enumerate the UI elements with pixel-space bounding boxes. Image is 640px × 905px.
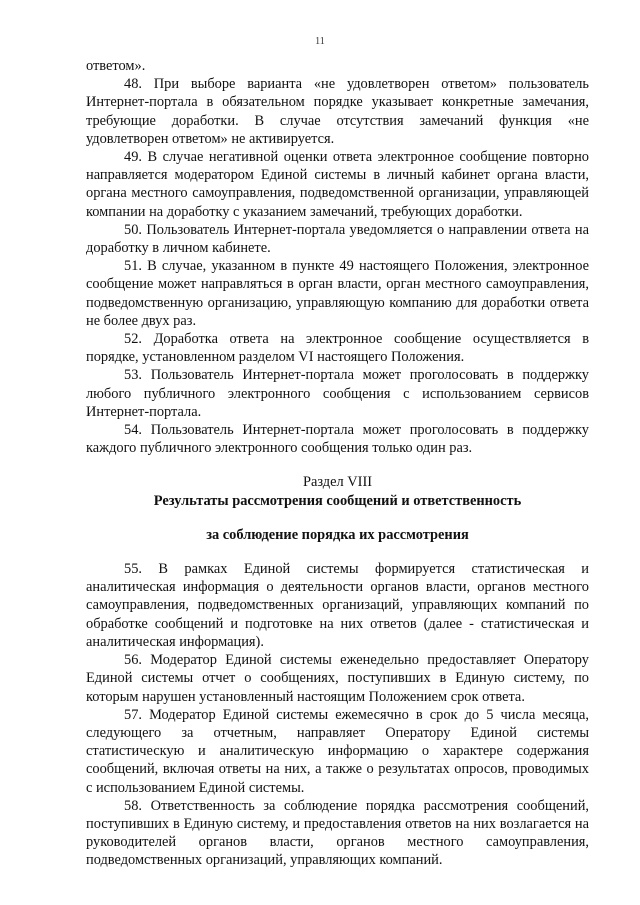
section-heading-line-2: за соблюдение порядка их рассмотрения xyxy=(206,526,469,543)
paragraph-55: 55. В рамках Единой системы формируется статистическая и аналитическая информация о деятельности органов власти, органов местного самоуправления, подведомственных организаций, управляющих компаний по обработке сообщений и подготовке на них ответов (далее - статистическая и аналитическая информация). xyxy=(86,561,589,650)
page-number: 11 xyxy=(315,36,325,47)
document-body xyxy=(86,57,589,870)
paragraph-51: 51. В случае, указанном в пункте 49 настоящего Положения, электронное сообщение может направляться в орган власти, орган местного самоуправления, подведомственную организацию, управляющую компанию для доработки ответа не более двух раз. xyxy=(86,258,589,329)
paragraph-53: 53. Пользователь Интернет-портала может проголосовать в поддержку любого публичного электронного сообщения с использованием сервисов Интернет-портала. xyxy=(86,367,589,420)
paragraph-58: 58. Ответственность за соблюдение порядка рассмотрения сообщений, поступивших в Единую систему, и предоставления ответов на них возлагается на руководителей органов власти, органов местного самоуправления, подведомственных организаций, управляющих компаний. xyxy=(86,797,589,869)
paragraph-57: 57. Модератор Единой системы ежемесячно в срок до 5 числа месяца, следующего за отчетным, направляет Оператору Единой системы статистическую и аналитическую информацию о характере содержания сообщений, включая ответы на них, а также о результатах опросов, проводимых с использованием Единой системы. xyxy=(86,706,589,796)
section-label: Раздел VIII xyxy=(302,474,373,491)
paragraph-50: 50. Пользователь Интернет-портала уведомляется о направлении ответа на доработку в личном кабинете. xyxy=(86,221,589,257)
section-heading-line-1: Результаты рассмотрения сообщений и ответственность xyxy=(153,492,522,509)
lead-line: ответом». xyxy=(86,58,146,74)
paragraph-48: 48. При выборе варианта «не удовлетворен ответом» пользователь Интернет-портала в обязательном порядке указывает конкретные замечания, требующие доработки. В случае отсутствия замечаний функция «не удовлетворен ответом» не активируется. xyxy=(86,76,589,147)
paragraph-52: 52. Доработка ответа на электронное сообщение осуществляется в порядке, установленном разделом VI настоящего Положения. xyxy=(86,331,589,366)
paragraph-49: 49. В случае негативной оценки ответа электронное сообщение повторно направляется модератором Единой системы в личный кабинет органа власти, органа местного самоуправления, подведомственной организации, управляющей компании на доработку с указанием замечаний, требующих доработки. xyxy=(86,149,589,220)
paragraph-54: 54. Пользователь Интернет-портала может проголосовать в поддержку каждого публичного электронного сообщения только один раз. xyxy=(86,422,589,457)
paragraph-56: 56. Модератор Единой системы еженедельно предоставляет Оператору Единой системы отчет о сообщениях, поступивших в Единую систему, по которым нарушен установленный настоящим Положением срок ответа. xyxy=(86,652,589,705)
